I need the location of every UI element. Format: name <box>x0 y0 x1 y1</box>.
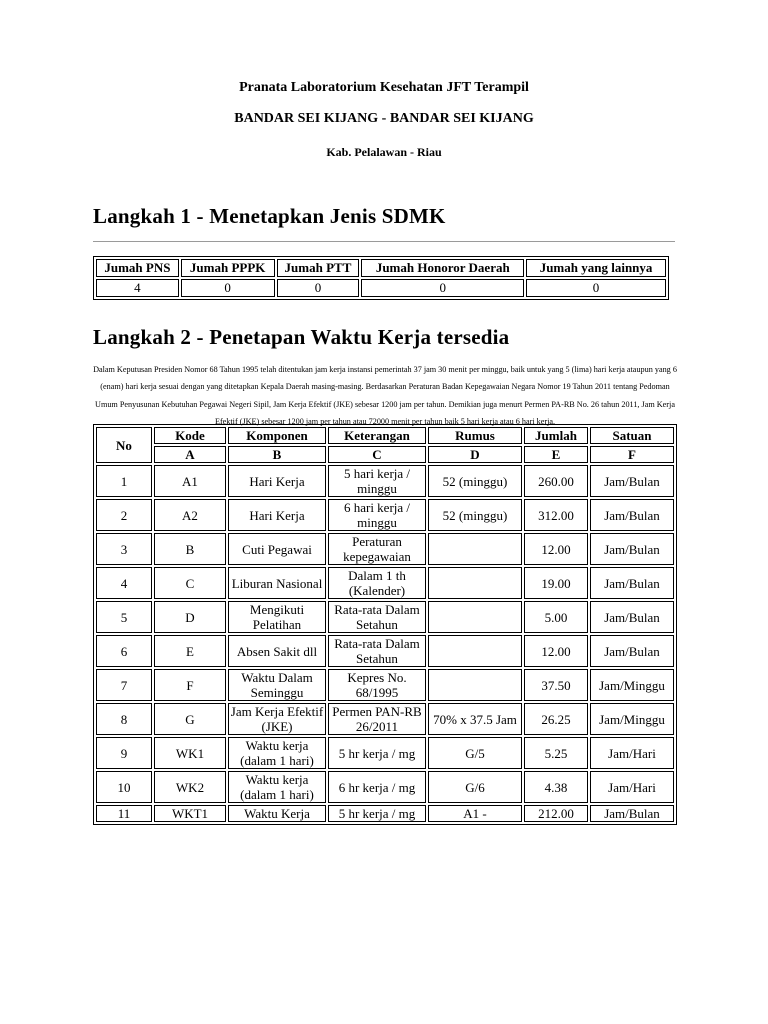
table-row <box>96 703 674 735</box>
cell-no: 2 <box>96 499 152 531</box>
cell-keterangan: 5 hr kerja / mg <box>328 737 426 769</box>
col-letter-a: A <box>154 446 226 463</box>
cell-no: 9 <box>96 737 152 769</box>
cell-kode: WK2 <box>154 771 226 803</box>
cell-kode: F <box>154 669 226 701</box>
cell-keterangan: Permen PAN-RB 26/2011 <box>328 703 426 735</box>
cell-kode: WK1 <box>154 737 226 769</box>
table-row <box>96 805 674 822</box>
cell-no: 6 <box>96 635 152 667</box>
cell-jumlah: 4.38 <box>524 771 588 803</box>
location-title: BANDAR SEI KIJANG - BANDAR SEI KIJANG <box>234 111 534 126</box>
cell-satuan: Jam/Bulan <box>590 499 674 531</box>
col-letter-b: B <box>228 446 326 463</box>
cell-komponen: Waktu kerja (dalam 1 hari) <box>228 737 326 769</box>
cell-kode: WKT1 <box>154 805 226 822</box>
cell-komponen: Waktu Dalam Seminggu <box>228 669 326 701</box>
col-header-satuan: Satuan <box>590 427 674 444</box>
col-header-honorer: Jumah Honoror Daerah <box>361 259 524 277</box>
cell-satuan: Jam/Bulan <box>590 601 674 633</box>
col-header-pppk: Jumah PPPK <box>181 259 275 277</box>
cell-rumus: 52 (minggu) <box>428 499 522 531</box>
col-letter-f: F <box>590 446 674 463</box>
cell-jumlah: 312.00 <box>524 499 588 531</box>
cell-rumus <box>428 533 522 565</box>
cell-keterangan: 5 hr kerja / mg <box>328 805 426 822</box>
cell-keterangan: 5 hari kerja / minggu <box>328 465 426 497</box>
cell-keterangan: Rata-rata Dalam Setahun <box>328 635 426 667</box>
cell-rumus <box>428 635 522 667</box>
cell-jumlah: 12.00 <box>524 533 588 565</box>
col-header-keterangan: Keterangan <box>328 427 426 444</box>
cell-komponen: Mengikuti Pelatihan <box>228 601 326 633</box>
cell-kode: D <box>154 601 226 633</box>
col-header-pns: Jumah PNS <box>96 259 179 277</box>
cell-komponen: Waktu Kerja <box>228 805 326 822</box>
cell-no: 4 <box>96 567 152 599</box>
cell-kode: C <box>154 567 226 599</box>
cell-satuan: Jam/Hari <box>590 771 674 803</box>
table-row <box>96 601 674 633</box>
col-header-ptt: Jumah PTT <box>277 259 360 277</box>
cell-no: 5 <box>96 601 152 633</box>
cell-rumus: G/6 <box>428 771 522 803</box>
cell-jumlah: 26.25 <box>524 703 588 735</box>
step2-heading: Langkah 2 - Penetapan Waktu Kerja tersedia <box>93 325 510 349</box>
cell-jumlah: 212.00 <box>524 805 588 822</box>
cell-keterangan: Peraturan kepegawaian <box>328 533 426 565</box>
cell-kode: G <box>154 703 226 735</box>
cell-no: 1 <box>96 465 152 497</box>
cell-satuan: Jam/Minggu <box>590 669 674 701</box>
col-header-no: No <box>96 427 152 463</box>
cell-keterangan: Kepres No. 68/1995 <box>328 669 426 701</box>
cell-jumlah: 5.25 <box>524 737 588 769</box>
cell-satuan: Jam/Bulan <box>590 567 674 599</box>
cell-rumus: 52 (minggu) <box>428 465 522 497</box>
col-header-lainnya: Jumah yang lainnya <box>526 259 666 277</box>
cell-keterangan: 6 hari kerja / minggu <box>328 499 426 531</box>
cell-no: 10 <box>96 771 152 803</box>
value-lainnya: 0 <box>526 279 666 297</box>
cell-rumus <box>428 567 522 599</box>
document-title: Pranata Laboratorium Kesehatan JFT Terampil <box>239 80 529 95</box>
value-pppk: 0 <box>181 279 275 297</box>
cell-komponen: Cuti Pegawai <box>228 533 326 565</box>
table-row <box>96 465 674 497</box>
cell-keterangan: Dalam 1 th (Kalender) <box>328 567 426 599</box>
cell-satuan: Jam/Minggu <box>590 703 674 735</box>
table-row <box>96 635 674 667</box>
cell-rumus: A1 - <box>428 805 522 822</box>
value-ptt: 0 <box>277 279 360 297</box>
cell-komponen: Hari Kerja <box>228 465 326 497</box>
cell-rumus: 70% x 37.5 Jam <box>428 703 522 735</box>
cell-jumlah: 12.00 <box>524 635 588 667</box>
col-header-komponen: Komponen <box>228 427 326 444</box>
cell-satuan: Jam/Bulan <box>590 465 674 497</box>
cell-rumus <box>428 601 522 633</box>
col-letter-d: D <box>428 446 522 463</box>
cell-keterangan: Rata-rata Dalam Setahun <box>328 601 426 633</box>
sdmk-type-table <box>93 256 669 300</box>
cell-kode: A2 <box>154 499 226 531</box>
work-time-table <box>93 424 677 825</box>
cell-no: 11 <box>96 805 152 822</box>
cell-satuan: Jam/Hari <box>590 737 674 769</box>
value-honorer: 0 <box>361 279 524 297</box>
table-row <box>96 499 674 531</box>
cell-satuan: Jam/Bulan <box>590 533 674 565</box>
cell-jumlah: 19.00 <box>524 567 588 599</box>
region-title: Kab. Pelalawan - Riau <box>326 145 442 159</box>
cell-no: 3 <box>96 533 152 565</box>
cell-komponen: Jam Kerja Efektif (JKE) <box>228 703 326 735</box>
cell-kode: E <box>154 635 226 667</box>
cell-rumus <box>428 669 522 701</box>
cell-komponen: Absen Sakit dll <box>228 635 326 667</box>
table-row <box>96 737 674 769</box>
cell-satuan: Jam/Bulan <box>590 805 674 822</box>
col-header-jumlah: Jumlah <box>524 427 588 444</box>
cell-keterangan: 6 hr kerja / mg <box>328 771 426 803</box>
table-row <box>96 533 674 565</box>
step1-heading: Langkah 1 - Menetapkan Jenis SDMK <box>93 204 446 228</box>
col-header-rumus: Rumus <box>428 427 522 444</box>
cell-kode: B <box>154 533 226 565</box>
col-header-kode: Kode <box>154 427 226 444</box>
cell-jumlah: 5.00 <box>524 601 588 633</box>
value-pns: 4 <box>96 279 179 297</box>
col-letter-e: E <box>524 446 588 463</box>
col-letter-c: C <box>328 446 426 463</box>
table-row <box>96 567 674 599</box>
cell-rumus: G/5 <box>428 737 522 769</box>
cell-no: 8 <box>96 703 152 735</box>
cell-jumlah: 260.00 <box>524 465 588 497</box>
cell-komponen: Liburan Nasional <box>228 567 326 599</box>
cell-komponen: Hari Kerja <box>228 499 326 531</box>
section-divider <box>93 241 675 242</box>
cell-satuan: Jam/Bulan <box>590 635 674 667</box>
cell-kode: A1 <box>154 465 226 497</box>
table-row <box>96 771 674 803</box>
table-row <box>96 669 674 701</box>
cell-komponen: Waktu kerja (dalam 1 hari) <box>228 771 326 803</box>
regulation-paragraph: Dalam Keputusan Presiden Nomor 68 Tahun 1995 telah ditentukan jam kerja instansi pemerintah 37 jam 30 menit per minggu, baik untuk yang 5 (lima) hari kerja ataupun yang 6 (enam) hari kerja sesuai dengan yang ditetapkan Kepala Daerah masing-masing. Berdasarkan Peraturan Badan Kepegawaian Negara Nomor 19 Tahun 2011 tentang Pedoman Umum Penyusunan Kebutuhan Pegawai Negeri Sipil, Jam Kerja Efektif (JKE) sebesar 1200 jam per tahun. Demikian juga menurt Permen PA-RB No. 26 tahun 2011, Jam Kerja Efektif (JKE) sebesar 1200 jam per tahun atau 72000 menit per tahun baik 5 hari kerja atau 6 hari kerja. <box>93 365 677 426</box>
cell-no: 7 <box>96 669 152 701</box>
cell-jumlah: 37.50 <box>524 669 588 701</box>
